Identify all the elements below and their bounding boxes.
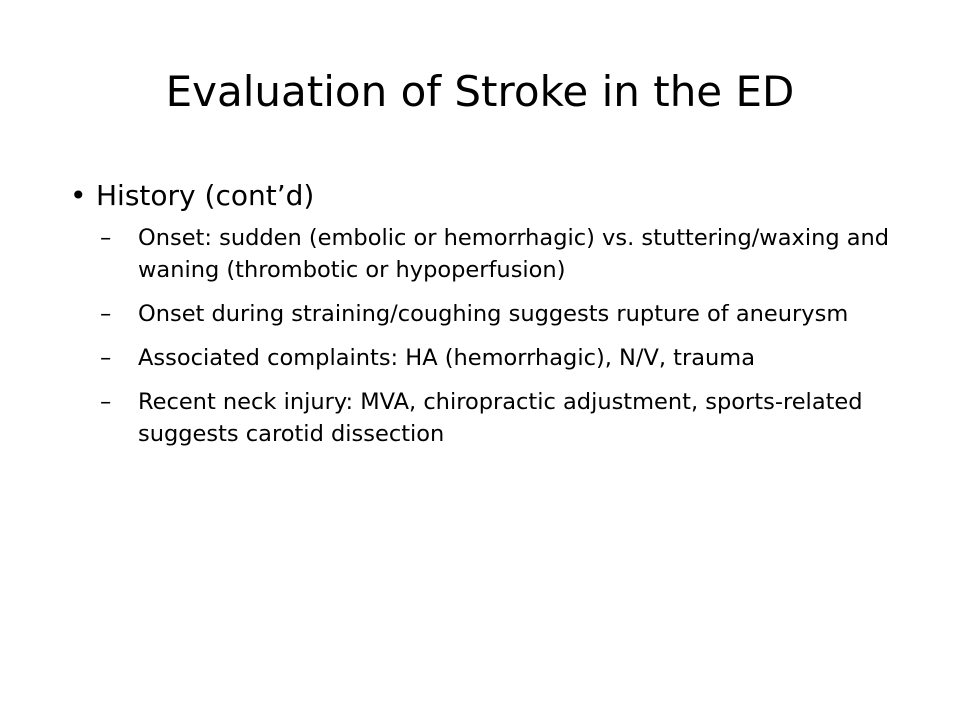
sub-bullet-item — [70, 222, 900, 286]
slide-title: Evaluation of Stroke in the ED — [165, 67, 795, 116]
sub-bullet-text: Associated complaints: HA (hemorrhagic), N/V, trauma — [138, 345, 755, 371]
sub-bullet-text: Onset during straining/coughing suggests rupture of aneurysm — [138, 301, 849, 327]
bullet-text: History (cont’d) — [96, 179, 315, 212]
bullet-item — [70, 170, 900, 222]
dash-icon: – — [100, 389, 112, 415]
dash-icon: – — [100, 345, 112, 371]
slide-body — [70, 170, 900, 462]
dash-icon: – — [100, 225, 112, 251]
sub-bullet-list — [70, 222, 900, 450]
bullet-icon: • — [70, 179, 87, 212]
sub-bullet-item — [70, 342, 900, 374]
sub-bullet-item — [70, 298, 900, 330]
sub-bullet-text: Onset: sudden (embolic or hemorrhagic) vs. stuttering/waxing and waning (thrombotic or hypoperfusion) — [138, 225, 890, 283]
dash-icon: – — [100, 301, 112, 327]
sub-bullet-item — [70, 386, 900, 450]
sub-bullet-text: Recent neck injury: MVA, chiropractic adjustment, sports-related suggests carotid dissection — [138, 389, 863, 447]
